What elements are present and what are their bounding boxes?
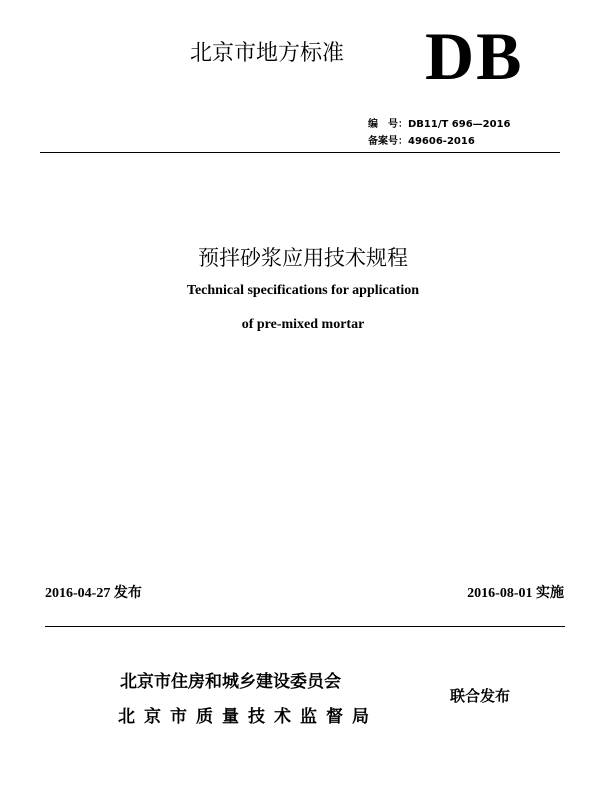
- title-en-line2: of pre-mixed mortar: [241, 317, 365, 332]
- issue-date: 2016-04-27 发布: [45, 586, 142, 601]
- record-label: 备案号：: [368, 136, 408, 147]
- joint-release: 联合发布: [450, 687, 511, 705]
- top-divider: [40, 152, 560, 153]
- bottom-divider: [45, 626, 565, 627]
- issuer-quality-bureau: 北京市质量技术监督局: [118, 707, 378, 727]
- number-value: DB11/T 696—2016: [408, 119, 511, 130]
- standard-type: 北京市地方标准: [190, 41, 345, 66]
- issuer-housing-commission: 北京市住房和城乡建设委员会: [120, 672, 341, 692]
- effective-date: 2016-08-01 实施: [467, 586, 564, 601]
- record-value: 49606-2016: [408, 136, 475, 147]
- record-number: [368, 132, 475, 147]
- title-zh: 预拌砂浆应用技术规程: [198, 246, 408, 270]
- number-label: 编 号：: [368, 119, 408, 130]
- standard-number: [368, 115, 511, 130]
- db-logo: DB: [425, 18, 524, 94]
- title-en-line1: Technical specifications for application: [186, 283, 420, 298]
